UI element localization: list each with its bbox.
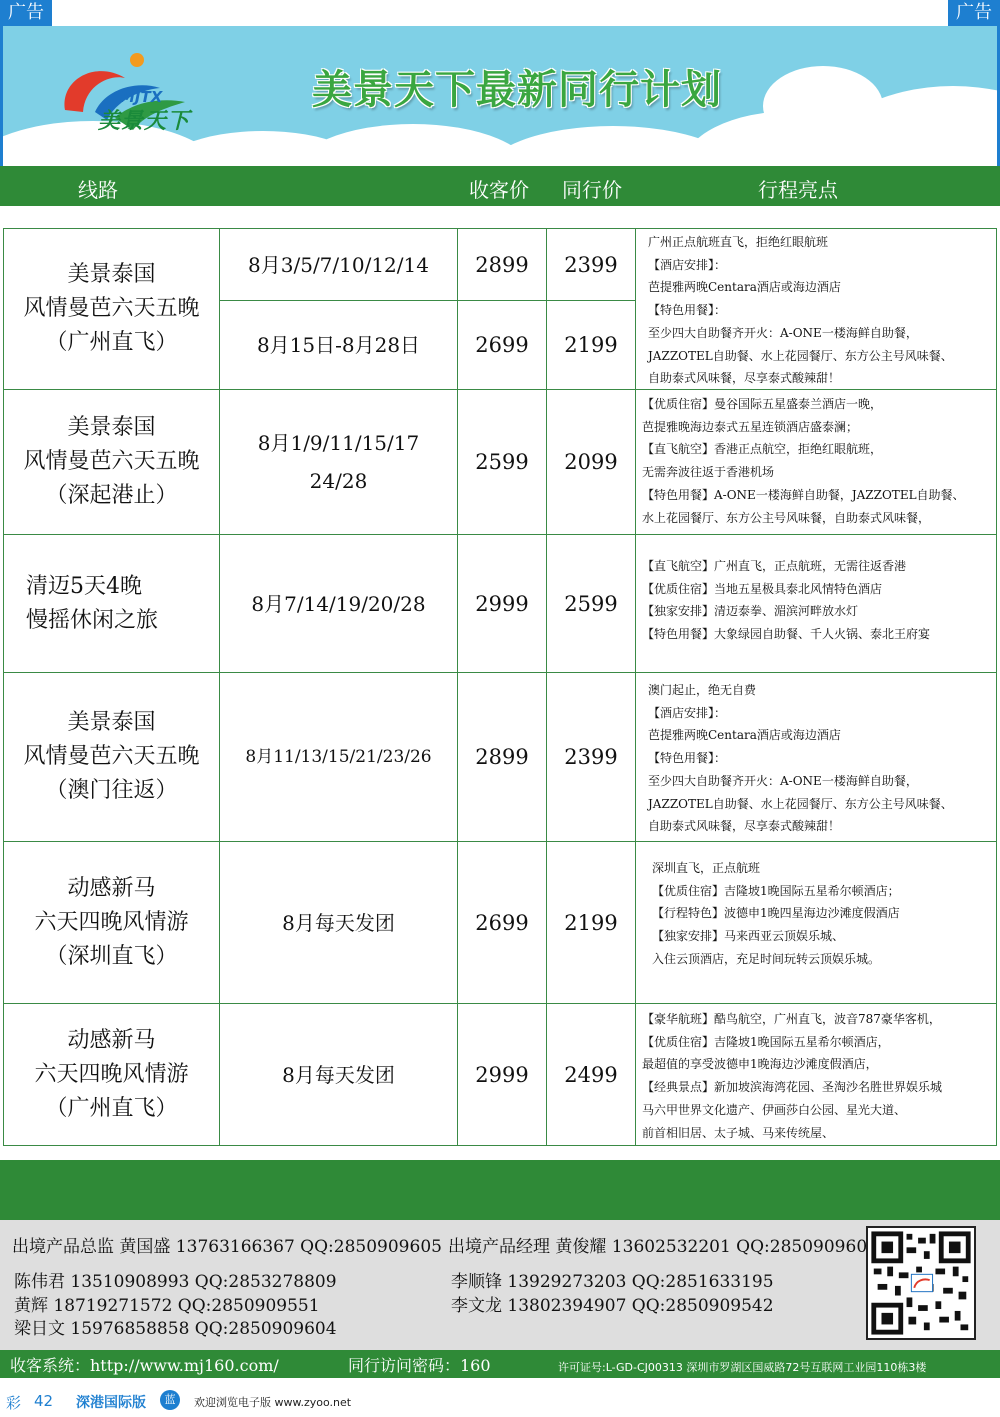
retail-price: 2699 — [475, 910, 529, 935]
logo-name: 美景天下 — [98, 109, 191, 134]
contacts-panel — [0, 1220, 1000, 1350]
table-row-route: 美景泰国 风情曼芭六天五晚 （澳门往返） — [23, 710, 200, 803]
table-row-route: 动感新马 六天四晚风情游 （深圳直飞） — [34, 875, 189, 969]
col-trade-price: 同行价 — [562, 178, 622, 202]
table-row-route: 美景泰国 风情曼芭六天五晚 （广州直飞） — [23, 262, 200, 355]
departure-dates: 8月每天发团 — [282, 1062, 395, 1087]
contact-line: 梁日文 15976858858 QQ:2850909604 — [14, 1319, 337, 1339]
footer-band — [0, 1160, 1000, 1220]
edition-label: 深港国际版 — [76, 1395, 146, 1411]
highlights-text: 澳门起止，绝无自费 【酒店安排】： 芭提雅两晚Centara酒店或海边酒店 【特色用餐】： 至少四大自助餐齐开火：A-ONE一楼海鲜自助餐， JAZZOTEL自助餐、水上花园餐厅、东方公主号风味餐、 自助泰式风味餐，尽享泰式酸辣甜！ — [648, 683, 953, 834]
manager-contact: 出境产品经理 黄俊耀 13602532201 QQ:2850909608 — [448, 1237, 878, 1257]
highlights-text: 【豪华航班】酷鸟航空，广州直飞，波音787豪华客机， 【优质住宿】吉隆坡1晚国际五星希尔顿酒店， 最超值的享受波德申1晚海边沙滩度假酒店， 【经典景点】新加坡滨海湾花园、圣淘沙名胜世界娱乐城 马六甲世界文化遗产、伊画莎白公园、星光大道、 前首相旧居、太子城、马来传统屋、 — [642, 1012, 943, 1140]
col-highlights: 行程亮点 — [758, 178, 838, 202]
license-address: 许可证号:L-GD-CJ00313 深圳市罗湖区国威路72号互联网工业园110栋3楼 — [558, 1361, 927, 1374]
ad-label-left: 广告 — [0, 0, 52, 26]
table-row-route: 动感新马 六天四晚风情游 （广州直飞） — [34, 1027, 189, 1121]
edition-badge: 蓝 — [160, 1390, 180, 1410]
departure-dates: 8月7/14/19/20/28 — [251, 591, 426, 616]
trade-price: 2499 — [564, 1062, 618, 1087]
logo-abbr: MJTX — [120, 88, 163, 106]
highlights-text: 广州正点航班直飞，拒绝红眼航班 【酒店安排】： 芭提雅两晚Centara酒店或海边酒店 【特色用餐】： 至少四大自助餐齐开火：A-ONE一楼海鲜自助餐， JAZZOTEL自助餐、水上花园餐厅、东方公主号风味餐、 自助泰式风味餐，尽享泰式酸辣甜！ — [648, 235, 953, 386]
itinerary-table — [3, 228, 997, 1146]
trade-price: 2399 — [564, 745, 618, 769]
ad-label-right: 广告 — [948, 0, 1000, 26]
retail-price: 2699 — [475, 333, 529, 357]
system-password: 同行访问密码：160 — [348, 1356, 491, 1375]
retail-price: 2999 — [475, 1062, 529, 1087]
contact-line: 陈伟君 13510908993 QQ:2853278809 — [14, 1272, 337, 1292]
retail-price: 2899 — [475, 252, 529, 277]
system-url[interactable]: 收客系统：http://www.mj160.com/ — [10, 1356, 279, 1375]
contact-line: 李文龙 13802394907 QQ:2850909542 — [451, 1296, 774, 1316]
highlights-text: 【直飞航空】广州直飞，正点航班，无需往返香港 【优质住宿】当地五星极具泰北风情特色酒店 【独家安排】清迈泰拳、湄滨河畔放水灯 【特色用餐】大象绿园自助餐、千人火锅、泰北王府宴 — [642, 559, 931, 642]
departure-dates: 8月11/13/15/21/23/26 — [245, 747, 432, 767]
retail-price: 2899 — [475, 745, 529, 769]
trade-price: 2199 — [564, 910, 618, 935]
col-retail-price: 收客价 — [469, 178, 529, 202]
departure-dates: 8月1/9/11/15/17 24/28 — [257, 431, 420, 493]
departure-dates: 8月每天发团 — [282, 910, 395, 935]
retail-price: 2599 — [475, 450, 529, 474]
system-bar — [0, 1350, 1000, 1378]
departure-dates: 8月3/5/7/10/12/14 — [248, 252, 429, 277]
welcome-text[interactable]: 欢迎浏览电子版 www.zyoo.net — [194, 1396, 352, 1409]
table-row-route: 美景泰国 风情曼芭六天五晚 （深起港止） — [23, 415, 200, 508]
contact-line: 李顺锋 13929273203 QQ:2851633195 — [451, 1272, 774, 1292]
highlights-text: 深圳直飞，正点航班 【优质住宿】吉隆坡1晚国际五星希尔顿酒店； 【行程特色】波德申1晚四星海边沙滩度假酒店 【独家安排】马来西亚云顶娱乐城、 入住云顶酒店，充足时间玩转云顶娱乐城。 — [652, 861, 900, 966]
retail-price: 2999 — [475, 591, 529, 616]
highlights-text: 【优质住宿】曼谷国际五星盛泰兰酒店一晚， 芭提雅晚海边泰式五星连锁酒店盛泰澜； 【直飞航空】香港正点航空，拒绝红眼航班， 无需奔波往返于香港机场 【特色用餐】A-ONE一楼海鲜自助餐，JAZZOTEL自助餐、 水上花园餐厅、东方公主号风味餐，自助泰式风味餐， — [642, 397, 965, 525]
col-route: 线路 — [78, 178, 118, 202]
departure-dates: 8月15日-8月28日 — [256, 333, 421, 357]
page-title: 美景天下最新同行计划 — [312, 66, 722, 113]
contact-line: 黄辉 18719271572 QQ:2850909551 — [14, 1296, 320, 1316]
trade-price: 2399 — [564, 252, 618, 277]
qr-code-icon — [866, 1226, 976, 1340]
trade-price: 2099 — [564, 450, 618, 474]
column-header-bar — [0, 166, 1000, 206]
trade-price: 2599 — [564, 591, 618, 616]
table-row-route: 清迈5天4晚 慢摇休闲之旅 — [26, 573, 159, 633]
page-number: 42 — [34, 1392, 54, 1410]
page-footer — [0, 1386, 1000, 1417]
trade-price: 2199 — [564, 333, 618, 357]
section-label: 彩 — [6, 1394, 22, 1412]
director-contact: 出境产品总监 黄国盛 13763166367 QQ:2850909605 — [12, 1237, 442, 1257]
